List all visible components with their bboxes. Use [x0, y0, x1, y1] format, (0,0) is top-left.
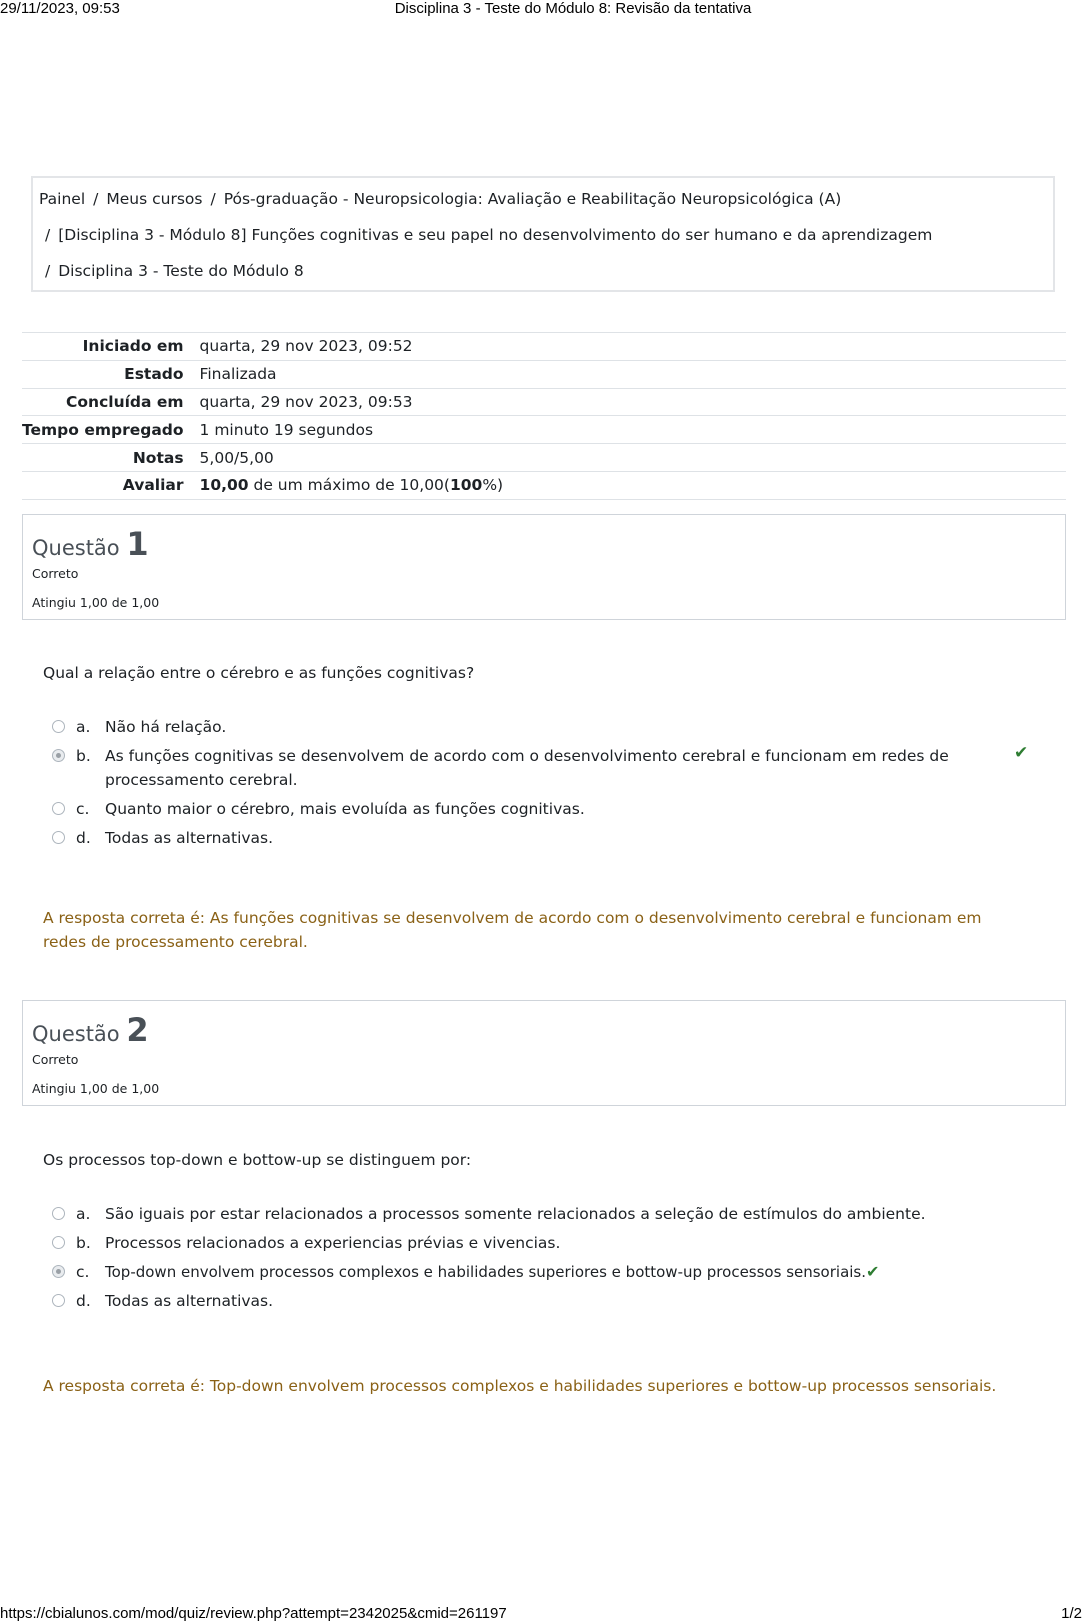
summary-row-grade	[22, 471, 1066, 499]
print-datetime: 29/11/2023, 09:53	[0, 0, 120, 17]
summary-label: Tempo empregado	[22, 420, 184, 439]
check-icon: ✔	[866, 1262, 880, 1281]
print-url: https://cbialunos.com/mod/quiz/review.php?attempt=2342025&cmid=261197	[0, 1605, 507, 1622]
option-text: Todas as alternativas.	[105, 829, 274, 847]
summary-value: 1 minuto 19 segundos	[199, 420, 374, 439]
option-letter: d.	[76, 829, 91, 847]
option-text: Processos relacionados a experiencias prévias e vivencias.	[105, 1234, 561, 1252]
summary-value: quarta, 29 nov 2023, 09:53	[199, 392, 413, 411]
print-footer	[0, 1605, 1086, 1623]
summary-label: Avaliar	[122, 476, 184, 495]
radio-button[interactable]	[52, 720, 65, 733]
option-text-content: Top-down envolvem processos complexos e habilidades superiores e bottow-up processos sensoriais.	[105, 1263, 867, 1281]
summary-value: Finalizada	[199, 365, 277, 384]
question-state: Correto	[32, 566, 79, 581]
option-letter: a.	[76, 1205, 91, 1223]
option-text: Não há relação.	[105, 718, 227, 736]
grade-percent: 100	[449, 476, 483, 495]
summary-value: quarta, 29 nov 2023, 09:52	[199, 337, 413, 356]
summary-label: Concluída em	[66, 392, 184, 411]
question-grade: Atingiu 1,00 de 1,00	[32, 595, 160, 610]
option-letter: b.	[76, 747, 91, 765]
check-icon: ✔	[1014, 743, 1029, 763]
option-letter: c.	[76, 800, 90, 818]
option-letter: c.	[76, 1263, 90, 1281]
question-info	[22, 514, 1066, 620]
summary-label: Notas	[132, 448, 184, 467]
question-label: Questão	[32, 1022, 120, 1046]
breadcrumb-item-meus-cursos[interactable]: Meus cursos	[106, 190, 203, 208]
summary-grade-value	[200, 471, 1066, 499]
breadcrumb-item-quiz[interactable]: Disciplina 3 - Teste do Módulo 8	[58, 262, 304, 280]
summary-row	[22, 360, 1066, 388]
option-text	[105, 1260, 879, 1284]
attempt-summary-table	[22, 332, 1066, 500]
breadcrumb-separator: /	[93, 190, 99, 208]
summary-label: Iniciado em	[82, 337, 184, 356]
grade-score: 10,00	[199, 476, 249, 495]
question-number	[32, 525, 149, 563]
breadcrumb-separator: /	[45, 226, 51, 244]
print-header	[0, 0, 1086, 18]
summary-row	[22, 416, 1066, 444]
radio-button-checked[interactable]	[52, 749, 65, 762]
option-letter: d.	[76, 1292, 91, 1310]
question-grade: Atingiu 1,00 de 1,00	[32, 1081, 160, 1096]
question-info	[22, 1000, 1066, 1106]
breadcrumb-separator: /	[45, 262, 51, 280]
radio-button[interactable]	[52, 1207, 65, 1220]
option-letter: b.	[76, 1234, 91, 1252]
breadcrumb	[31, 176, 1055, 292]
question-label: Questão	[32, 536, 120, 560]
option-text: Todas as alternativas.	[105, 1292, 274, 1310]
summary-row	[22, 388, 1066, 416]
grade-percent-suffix: %)	[482, 476, 504, 495]
question-text: Os processos top-down e bottow-up se distinguem por:	[43, 1151, 472, 1169]
print-page-title: Disciplina 3 - Teste do Módulo 8: Revisão da tentativa	[394, 0, 752, 17]
breadcrumb-separator: /	[210, 190, 216, 208]
summary-row	[22, 444, 1066, 472]
correct-answer-feedback: A resposta correta é: Top-down envolvem processos complexos e habilidades superiores e bottow-up processos sensoriais.	[43, 1377, 997, 1395]
breadcrumb-item-painel[interactable]: Painel	[39, 190, 86, 208]
breadcrumb-item-module[interactable]: [Disciplina 3 - Módulo 8] Funções cognitivas e seu papel no desenvolvimento do ser humano e da aprendizagem	[58, 226, 933, 244]
question-number	[32, 1011, 149, 1049]
radio-button[interactable]	[52, 802, 65, 815]
grade-max-text: de um máximo de 10,00(	[248, 476, 450, 495]
summary-row	[22, 333, 1066, 361]
option-text: São iguais por estar relacionados a processos somente relacionados a seleção de estímulos do ambiente.	[105, 1205, 926, 1223]
radio-button-checked[interactable]	[52, 1265, 65, 1278]
breadcrumb-item-course[interactable]: Pós-graduação - Neuropsicologia: Avaliação e Reabilitação Neuropsicológica (A)	[223, 190, 842, 208]
radio-button[interactable]	[52, 831, 65, 844]
print-page-number: 1/2	[1061, 1605, 1082, 1622]
option-text: As funções cognitivas se desenvolvem de acordo com o desenvolvimento cerebral e funcionam em redes de processamento cerebral.	[105, 747, 949, 789]
radio-button[interactable]	[52, 1294, 65, 1307]
question-number-value: 2	[126, 1011, 149, 1049]
option-text: Quanto maior o cérebro, mais evoluída as funções cognitivas.	[105, 800, 585, 818]
question-number-value: 1	[126, 525, 149, 563]
radio-button[interactable]	[52, 1236, 65, 1249]
option-letter: a.	[76, 718, 91, 736]
summary-value: 5,00/5,00	[199, 448, 274, 467]
summary-label: Estado	[124, 365, 184, 384]
question-text: Qual a relação entre o cérebro e as funções cognitivas?	[43, 664, 475, 682]
question-state: Correto	[32, 1052, 79, 1067]
correct-answer-feedback: A resposta correta é: As funções cognitivas se desenvolvem de acordo com o desenvolvimento cerebral e funcionam em redes de processamento cerebral.	[43, 909, 982, 951]
